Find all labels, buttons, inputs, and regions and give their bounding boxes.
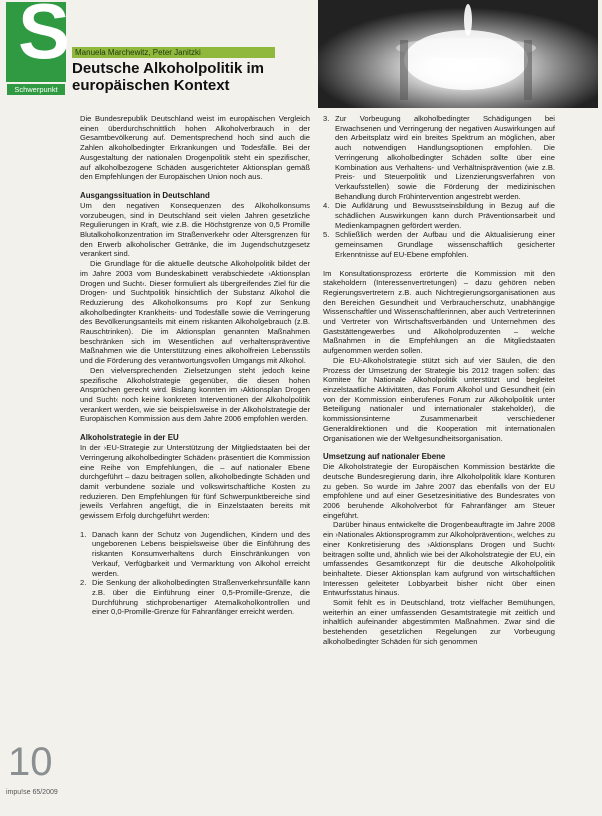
section-letter: S	[18, 0, 71, 75]
paragraph: Die EU-Alkoholstrategie stützt sich auf vier Säulen, die den Prozess der Umsetzung der Strategie bis 2012 tragen sollen: das Komitee für Nationale Alkoholpolitik unterstützt und begleitet einzelstaatliche Aktivitäten, das Forum Alkohol und Gesundheit (ein von der Kommission einberufenes Forum zur Alkoholpolitik unter Beteiligung nationaler und internationaler stakeholder), die kommissionsinterne Zusammenarbeit verschiedener Generaldirektionen und die Kooperation mit internationalen Organisationen wie der Weltgesundheitsorganisation.	[323, 355, 555, 443]
right-column	[323, 114, 555, 647]
list-item	[80, 578, 310, 617]
list-number: 2.	[80, 578, 87, 588]
author-byline: Manuela Marchewitz, Peter Janitzki	[72, 47, 275, 58]
candle-photo	[318, 0, 598, 108]
list-item	[80, 530, 310, 579]
section-label: Schwerpunkt	[7, 84, 65, 95]
list-number: 4.	[323, 201, 330, 211]
list-text: Die Aufklärung und Bewusstseinsbildung in Bezug auf die schädlichen Auswirkungen kann durch Präventionsarbeit und Medienkampagnen gefördert werden.	[335, 201, 555, 230]
list-text: Danach kann der Schutz von Jugendlichen, Kindern und des ungeborenen Lebens beispielsweise über die Einführung des riskanten Konsumverhaltens durch Einschränkungen von Verkauf, Verfügbarkeit und Vermarktung von Alkohol erreicht werden.	[92, 529, 310, 578]
intro-paragraph: Die Bundesrepublik Deutschland weist im europäischen Vergleich einen überdurchschnittlich hohen Alkoholverbrauch in der Gesamtbevölkerung auf. Dementsprechend hoch sind auch die Zahlen alkoholbedingter Erkrankungen und Todesfälle. Bei der Ausgestaltung der nationalen Drogenpolitik steht ein spezifischer, auf alkoholbezogene Schäden ausgerichteter Aktionsplan gemäß den Empfehlungen der Europäischen Union noch aus.	[80, 114, 310, 182]
list-item	[323, 201, 555, 230]
paragraph: Um den negativen Konsequenzen des Alkoholkonsums vorzubeugen, sind in Deutschland seit vielen Jahren gesetzliche Regulierungen in Kraft, wie z.B. die Höchstgrenze von 0,5 Promille Blutalkoholkonzentration im Straßenverkehr oder Altersgrenzen für den Erwerb alkoholischer Getränke, die im Jugendschutzgesetz verankert sind.	[80, 200, 310, 259]
list-text: Schließlich werden der Aufbau und die Aktualisierung einer gemeinsamen Grundlage wissenschaftlich gesicherter Erkenntnisse auf EU-Ebene empfohlen.	[335, 230, 555, 259]
list-number: 5.	[323, 230, 330, 240]
section-badge	[6, 0, 71, 82]
footer-issue: impu!se 65/2009	[6, 789, 58, 796]
list-item	[323, 230, 555, 259]
paragraph: Somit fehlt es in Deutschland, trotz vielfacher Bemühungen, weiterhin an einer umfassenden Gesamtstrategie mit zeitlich und inhaltlich aufeinander abgestimmten Maßnahmen. Zwar sind die bestehenden gesetzlichen Regelungen zur Vorbeugung alkoholbedingter Schäden für sich genommen	[323, 598, 555, 646]
title-line-2: europäischen Kontext	[72, 77, 230, 94]
heading-umsetzung: Umsetzung auf nationaler Ebene	[323, 452, 446, 462]
page-number: 10	[8, 740, 53, 784]
list-number: 1.	[80, 529, 87, 539]
list-text: Die Senkung der alkoholbedingten Straßenverkehrsunfälle kann z.B. über die Einführung einer 0,5-Promille-Grenze, die Durchführung stichprobenartiger Atemalkoholkontrollen und einer 0,0-Promille-Grenze für Fahranfänger erreicht werden.	[92, 578, 310, 617]
recommendation-list-continued	[323, 114, 555, 260]
left-column	[80, 114, 310, 617]
paragraph: Den vielversprechenden Zielsetzungen steht jedoch keine spezifische Alkoholstrategie gegenüber, die diesen hohen Ansprüchen gerecht wird. Bislang konnten im ›Aktionsplan Drogen und Sucht‹ noch keine konkreten Interventionen der Alkoholpolitik verankert werden, wie sie beispielsweise in der Alkoholstrategie der Europäischen Kommission aus dem Jahre 2006 empfohlen werden.	[80, 365, 310, 424]
paragraph: Die Grundlage für die aktuelle deutsche Alkoholpolitik bildet der im Jahre 2003 vom Bundeskabinett verabschiedete ›Aktionsplan Drogen und Sucht‹. Dieser formuliert als übergreifendes Ziel für die Drogen- und Suchtpolitik hinsichtlich der Substanz Alkohol die Reduzierung des Alkoholkonsums pro Kopf zur Senkung alkoholbedingter Krankheits- und Todesfälle sowie die Verringerung des Bevölkerungsanteils mit einem riskanten Alkoholgebrauch (z.B. Rauschtrinken). Die im Aktionsplan genannten Maßnahmen beschränken sich im Wesentlichen auf verhaltenspräventive Maßnahmen wie die Unterstützung eines alkoholfreien Lebensstils und die Förderung des verantwortungsvollen Umgangs mit Alkohol.	[80, 259, 310, 366]
paragraph: In der ›EU-Strategie zur Unterstützung der Mitgliedstaaten bei der Verringerung alkoholbedingter Schäden‹ präsentiert die Kommission eine Reihe von Empfehlungen, die – auf nationaler Ebene durchgeführt – dazu beitragen sollen, alkoholbedingte Schäden und damit verbundene soziale und volkswirtschaftliche Kosten zu reduzieren. Den Empfehlungen für fünf Schwerpunktbereiche sind jeweils Verfahren angefügt, die in Einzelstaaten bereits mit gewissem Erfolg durchgeführt werden:	[80, 443, 310, 521]
heading-alkoholstrategie-eu: Alkoholstrategie in der EU	[80, 433, 179, 443]
paragraph: Darüber hinaus entwickelte die Drogenbeauftragte im Jahre 2008 ein ›Nationales Aktionsprogramm zur Alkoholprävention‹, welches zu einer Konkretisierung des ›Aktionsplans Drogen und Sucht‹ beitragen sollte und, ähnlich wie bei der Alkoholstrategie der EU, ein umfassendes Gesamtkonzept für die deutsche Alkoholpolitik beinhaltete. Dieser Aktionsplan kam aufgrund von wirtschaftlichen Interessen geleiteter Lobbyarbeit bisher nicht über einen Entwurfsstatus hinaus.	[323, 520, 555, 598]
article-title	[72, 60, 292, 94]
list-item	[323, 114, 555, 201]
heading-ausgangssituation: Ausgangssituation in Deutschland	[80, 190, 210, 200]
recommendation-list	[80, 530, 310, 617]
paragraph: Im Konsultationsprozess erörterte die Kommission mit den stakeholdern (Interessenvertretungen) – dazu gehören neben Regierungsvertretern z.B. auch Nichtregierungsorganisationen aus den Bereichen Gesundheit und Verbraucherschutz, unabhängige Wissenschaftler und Wissenschaftlerinnen, aber auch Vertreterinnen und Vertreter von Wirtschaftsverbänden und Unternehmen des Gaststättengewerbes und Alkoholproduzenten – welche Maßnahmen in die Empfehlungen an die Mitgliedstaaten aufgenommen werden sollen.	[323, 268, 555, 356]
list-text: Zur Vorbeugung alkoholbedingter Schädigungen bei Erwachsenen und Verringerung der negativen Auswirkungen auf den Arbeitsplatz wird ein breites Spektrum an möglichen, aber auch notwendigen Handlungsoptionen empfohlen. Die Verringerung alkoholbedingter Schäden sollte über eine Kombination aus Verhaltens- und Verhältnisprävention (wie z.B. Preis- und Steuerpolitik und Lizenzierungsverfahren von Verkaufsstellen) sowie die Förderung der medizinischen Behandlung durch Frühintervention angestrebt werden.	[335, 114, 555, 201]
paragraph: Die Alkoholstrategie der Europäischen Kommission bestärkte die deutsche Bundesregierung darin, ihre Alkoholpolitik klare Konturen zu geben. So wurde im Jahre 2007 das ebenfalls von der EU empfohlene und auf einer Gesetzesinitiative des Bundesrates von 2006 beruhende Alkoholverbot für Fahranfänger am Steuer eingeführt.	[323, 462, 555, 520]
title-line-1: Deutsche Alkoholpolitik im	[72, 60, 264, 77]
candle-photo-image	[318, 0, 598, 108]
list-number: 3.	[323, 114, 330, 123]
